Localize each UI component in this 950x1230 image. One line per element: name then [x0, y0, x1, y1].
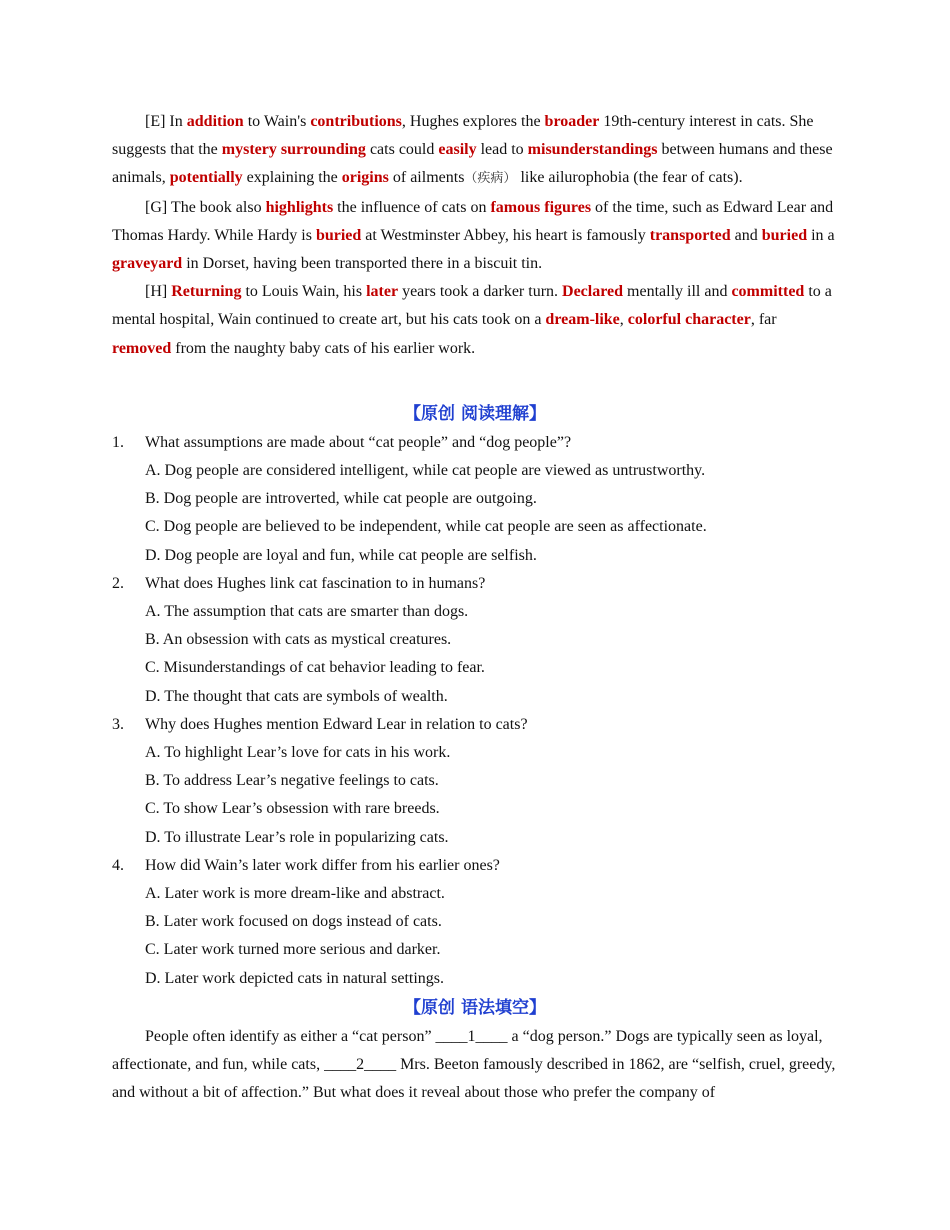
question-number: 2.: [112, 574, 124, 592]
passage-text: cats could: [365, 141, 439, 159]
highlighted-word: dream-like: [545, 311, 620, 329]
highlighted-word: addition: [186, 113, 244, 130]
passage-text: lead to: [476, 141, 528, 159]
document-page: [112, 108, 838, 1108]
highlighted-word: committed: [731, 283, 805, 301]
highlighted-word: later: [366, 283, 399, 301]
question-text: Why does Hughes mention Edward Lear in relation to cats?: [145, 715, 528, 733]
passage-text: ,: [619, 311, 628, 329]
grammar-paragraph: People often identify as either a “cat person” ____1____ a “dog person.” Dogs are typically seen as loyal, affectionate, and fun, while cats, ____2____ Mrs. Beeton famously described in 1862, are “selfish, cruel, greedy, and without a bit of affection.” But what does it reveal about those who prefer the company of: [112, 1027, 836, 1102]
answer-option: D. The thought that cats are symbols of wealth.: [145, 687, 448, 705]
highlighted-word: buried: [315, 226, 362, 244]
passage-text: , Hughes explores the: [401, 113, 545, 130]
question-stem: [112, 711, 838, 739]
highlighted-word: Declared: [562, 283, 624, 301]
answer-option: A. Dog people are considered intelligent, while cat people are viewed as untrustworthy.: [145, 462, 706, 480]
answer-option: D. To illustrate Lear’s role in popularizing cats.: [145, 828, 449, 846]
passage-paragraph: [112, 108, 838, 194]
passage-text: between humans and these animals,: [112, 141, 833, 187]
answer-option: B. An obsession with cats as mystical creatures.: [145, 631, 452, 649]
highlighted-word: origins: [341, 169, 389, 187]
passage-text: mentally ill and: [623, 283, 732, 301]
passage-text: in Dorset, having been transported there in a biscuit tin.: [182, 255, 543, 273]
passage-text: to a mental hospital, Wain continued to create art, but his cats took on a: [112, 283, 832, 329]
answer-option: D. Later work depicted cats in natural settings.: [145, 969, 445, 987]
highlighted-word: misunderstandings: [527, 141, 658, 159]
answer-option: C. To show Lear’s obsession with rare breeds.: [145, 800, 440, 818]
passage-text: the influence of cats on: [333, 198, 491, 216]
question-list: [112, 429, 838, 993]
passage-text: to Wain's: [243, 113, 311, 130]
passage-text: [E] In: [145, 113, 187, 130]
highlighted-word: buried: [761, 226, 808, 244]
answer-option: B. To address Lear’s negative feelings to cats.: [145, 772, 439, 790]
passage-text: at Westminster Abbey, his heart is famously: [361, 226, 650, 244]
question-number: 3.: [112, 715, 124, 733]
passage-text: 19th-century interest in cats. She suggests that the: [112, 113, 814, 159]
answer-option: A. Later work is more dream-like and abstract.: [145, 885, 445, 903]
highlighted-word: transported: [649, 226, 731, 244]
passage-text: of the time, such as Edward Lear and Thomas Hardy. While Hardy is: [112, 198, 834, 244]
answer-option: B. Dog people are introverted, while cat people are outgoing.: [145, 490, 537, 508]
passage-text: to Louis Wain, his: [241, 283, 367, 301]
highlighted-word: potentially: [169, 169, 243, 187]
passage-text: , far: [750, 311, 777, 329]
highlighted-word: colorful character: [627, 311, 751, 329]
highlighted-word: highlights: [265, 198, 334, 216]
passage: [112, 108, 838, 363]
highlighted-word: famous figures: [490, 198, 592, 216]
question-stem: [112, 852, 838, 880]
passage-text: explaining the: [242, 169, 342, 187]
passage-text: of ailments: [388, 169, 465, 187]
chinese-gloss: （疾病）: [464, 171, 517, 187]
answer-option: C. Misunderstandings of cat behavior leading to fear.: [145, 659, 485, 677]
answer-option: C. Dog people are believed to be independent, while cat people are seen as affectionate.: [145, 518, 707, 536]
highlighted-word: removed: [112, 339, 172, 357]
passage-text: and: [730, 226, 762, 244]
question-text: How did Wain’s later work differ from his earlier ones?: [145, 856, 500, 874]
question-stem: [112, 429, 838, 457]
passage-text: from the naughty baby cats of his earlier work.: [171, 339, 476, 357]
answer-option: C. Later work turned more serious and darker.: [145, 941, 441, 959]
answer-option: B. Later work focused on dogs instead of cats.: [145, 913, 442, 931]
highlighted-word: graveyard: [112, 255, 183, 273]
passage-paragraph: [112, 278, 838, 363]
grammar-section-title: 【原创 语法填空】: [404, 997, 546, 1018]
passage-text: [G] The book also: [145, 198, 266, 216]
passage-paragraph: [112, 194, 838, 279]
highlighted-word: Returning: [171, 283, 242, 301]
passage-text: [H]: [145, 283, 172, 301]
answer-option: A. The assumption that cats are smarter than dogs.: [145, 603, 469, 621]
reading-section-title: 【原创 阅读理解】: [404, 403, 546, 424]
passage-text: years took a darker turn.: [398, 283, 563, 301]
question-text: What does Hughes link cat fascination to in humans?: [145, 574, 486, 592]
answer-option: D. Dog people are loyal and fun, while cat people are selfish.: [145, 546, 537, 564]
highlighted-word: contributions: [310, 113, 402, 130]
highlighted-word: mystery surrounding: [221, 141, 366, 159]
question-stem: [112, 570, 838, 598]
highlighted-word: broader: [544, 113, 600, 130]
question-number: 1.: [112, 433, 124, 451]
passage-text: like ailurophobia (the fear of cats).: [516, 169, 743, 187]
question-text: What assumptions are made about “cat people” and “dog people”?: [145, 433, 572, 451]
answer-option: A. To highlight Lear’s love for cats in his work.: [145, 744, 451, 762]
question-number: 4.: [112, 856, 124, 874]
passage-text: in a: [807, 226, 835, 244]
highlighted-word: easily: [438, 141, 477, 159]
